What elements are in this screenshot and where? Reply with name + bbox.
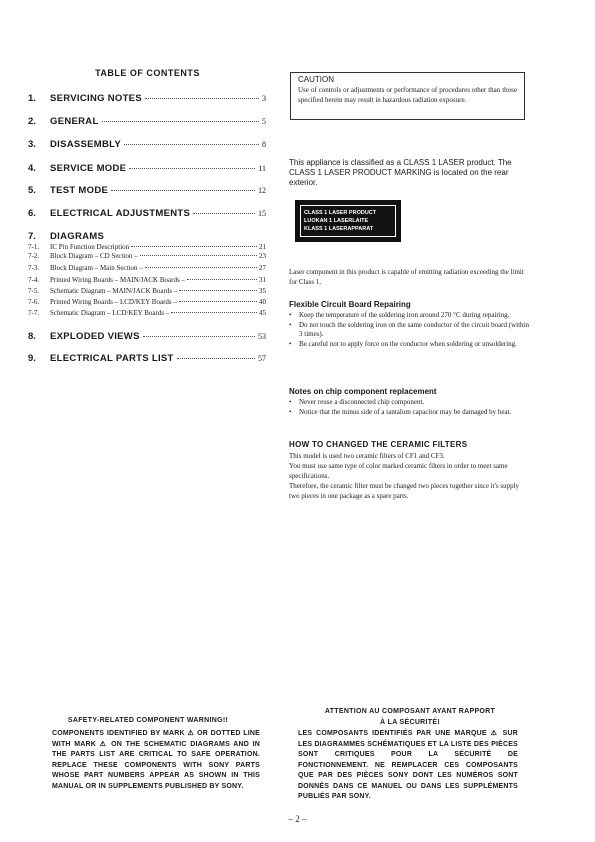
toc-leader-dots: [177, 358, 255, 359]
laser-label-line: LUOKAN 1 LASERLAITE: [304, 218, 369, 224]
bullet-text: Notice that the minus side of a tantalum capacitor may be damaged by heat.: [299, 407, 512, 416]
toc-leader-dots: [145, 98, 259, 99]
bullet-item: • Be careful not to apply force on the conductor when soldering or unsoldering.: [289, 340, 529, 350]
laser-label-line: CLASS 1 LASER PRODUCT: [304, 210, 377, 216]
toc-subentry-number: 7-7.: [28, 309, 40, 317]
attention-warning-title: [290, 707, 530, 728]
bullet-text: Never reuse a disconnected chip component.: [299, 398, 425, 406]
toc-subentry-title: Schematic Diagram – MAIN/JACK Boards –: [50, 287, 178, 295]
toc-entry-title: ELECTRICAL ADJUSTMENTS: [50, 208, 191, 219]
bullet-text: Keep the temperature of the soldering iron around 270 °C during repairing.: [299, 311, 510, 319]
toc-subentry-7-1[interactable]: [28, 243, 266, 252]
toc-leader-dots: [193, 213, 255, 214]
bullet-item: • Notice that the minus side of a tantalum capacitor may be damaged by heat.: [289, 408, 529, 418]
toc-leader-dots: [145, 267, 257, 268]
toc-entry-servicing-notes[interactable]: [28, 93, 266, 105]
attention-warning-text: LES COMPOSANTS IDENTIFIÉS PAR UNE MARQUE ⚠ SUR LES DIAGRAMMES SCHÉMATIQUES ET LA LISTE DES PIÈCES SONT CRITIQUES POUR LA SÉCURITÉ DE FONCTIONNEMENT. NE REMPLACER CES COMPOSANTS QUE PAR DES PIÈCES SONY DONT LES NUMÉROS SONT DONNÉS DANS CE MANUEL OU DANS LES SUPPLÉMENTS PUBLIÉS PAR SONY.: [298, 730, 518, 800]
toc-subentry-number: 7-3.: [28, 264, 40, 272]
toc-subentry-7-6[interactable]: [28, 298, 266, 307]
toc-subentry-page: 35: [259, 287, 266, 295]
toc-subentry-page: 21: [259, 243, 266, 251]
toc-subentry-title: Printed Wiring Boards – MAIN/JACK Boards –: [50, 276, 185, 284]
toc-entry-number: 6.: [28, 208, 36, 219]
toc-subentry-number: 7-2.: [28, 252, 40, 260]
toc-entry-page: 53: [258, 332, 266, 341]
attention-title-line: ATTENTION AU COMPOSANT AYANT RAPPORT: [324, 708, 496, 715]
caution-text: Use of controls or adjustments or performance of procedures other than those specified herein may result in hazardous radiation exposure.: [298, 86, 517, 104]
toc-entry-number: 8.: [28, 331, 36, 342]
toc-entry-page: 5: [262, 117, 266, 126]
toc-subentry-title: Block Diagram – CD Section –: [50, 252, 138, 260]
toc-entry-number: 5.: [28, 185, 36, 196]
bullet-text: Be careful not to apply force on the conductor when soldering or unsoldering.: [299, 339, 517, 348]
toc-leader-dots: [171, 312, 257, 313]
toc-subentry-7-4[interactable]: [28, 276, 266, 285]
ceramic-filters-text: [289, 451, 531, 501]
toc-subentry-number: 7-4.: [28, 276, 40, 284]
toc-entry-page: 3: [262, 94, 266, 103]
toc-entry-title: DISASSEMBLY: [50, 139, 122, 150]
toc-entry-disassembly[interactable]: [28, 139, 266, 151]
toc-subentry-title: Block Diagram – Main Section –: [50, 264, 143, 272]
attention-title-line: À LA SÉCURITÉ!: [380, 718, 440, 726]
toc-entry-number: 7.: [28, 231, 36, 242]
ceramic-line: This model is used two ceramic filters of CF1 and CF3.: [289, 452, 445, 460]
laser-label-frame: [300, 205, 396, 237]
toc-entry-test-mode[interactable]: [28, 185, 266, 197]
ceramic-filters-heading: HOW TO CHANGED THE CERAMIC FILTERS: [289, 440, 468, 449]
toc-subentry-7-7[interactable]: [28, 309, 266, 318]
ceramic-line: You must use same type of color marked ceramic filters in order to meet same specifications.: [289, 462, 508, 480]
toc-leader-dots: [179, 290, 257, 291]
toc-subentry-title: IC Pin Function Description: [50, 243, 130, 251]
toc-subentry-page: 45: [259, 309, 266, 317]
toc-subentry-7-3[interactable]: [28, 264, 266, 273]
toc-leader-dots: [129, 168, 255, 169]
safety-warning-text: COMPONENTS IDENTIFIED BY MARK ⚠ OR DOTTED LINE WITH MARK ⚠ ON THE SCHEMATIC DIAGRAMS AND IN THE PARTS LIST ARE CRITICAL TO SAFE OPERATION. REPLACE THESE COMPONENTS WITH SONY PARTS WHOSE PART NUMBERS APPEAR AS SHOWN IN THIS MANUAL OR IN SUPPLEMENTS PUBLISHED BY SONY.: [52, 730, 260, 790]
toc-entry-electrical-parts-list[interactable]: [28, 353, 266, 365]
toc-leader-dots: [140, 255, 257, 256]
flex-board-heading: Flexible Circuit Board Repairing: [289, 300, 411, 309]
toc-entry-page: 57: [258, 354, 266, 363]
caution-box: [290, 72, 525, 120]
chip-component-heading: Notes on chip component replacement: [289, 387, 437, 396]
safety-warning-title: SAFETY-RELATED COMPONENT WARNING!!: [67, 717, 229, 724]
toc-leader-dots: [143, 336, 255, 337]
toc-entry-title: TEST MODE: [50, 185, 109, 196]
toc-entry-diagrams[interactable]: [28, 231, 266, 243]
toc-subentry-number: 7-6.: [28, 298, 40, 306]
toc-entry-electrical-adjustments[interactable]: [28, 208, 266, 220]
toc-entry-page: 11: [258, 164, 266, 173]
page-number: – 2 –: [288, 814, 307, 824]
toc-entry-page: 15: [258, 209, 266, 218]
toc-entry-title: DIAGRAMS: [50, 231, 105, 242]
toc-entry-number: 1.: [28, 93, 36, 104]
toc-subentry-number: 7-1.: [28, 243, 40, 251]
toc-leader-dots: [187, 279, 257, 280]
toc-entry-number: 3.: [28, 139, 36, 150]
toc-leader-dots: [111, 190, 255, 191]
caution-title: CAUTION: [298, 75, 334, 84]
class1-notice: This appliance is classified as a CLASS 1 LASER product. The CLASS 1 LASER PRODUCT MARKING is located on the rear exterior.: [289, 158, 512, 187]
flex-board-bullets: [289, 311, 529, 349]
toc-entry-number: 2.: [28, 116, 36, 127]
toc-subentry-7-2[interactable]: [28, 252, 266, 261]
toc-subentry-title: Printed Wiring Boards – LCD/KEY Boards –: [50, 298, 177, 306]
toc-entry-page: 12: [258, 186, 266, 195]
bullet-item: • Keep the temperature of the soldering iron around 270 °C during repairing.: [289, 311, 529, 321]
ceramic-line: Therefore, the ceramic filter must be changed two pieces together since it's supply two pieces in one package as a spare parts.: [289, 482, 520, 500]
toc-subentry-page: 23: [259, 252, 266, 260]
toc-entry-title: SERVICING NOTES: [50, 93, 142, 104]
bullet-item: • Do not touch the soldering iron on the same conductor of the circuit board (within 3 times).: [289, 320, 529, 338]
laser-label-line: KLASS 1 LASERAPPARAT: [304, 226, 374, 232]
chip-component-bullets: [289, 398, 529, 417]
toc-subentry-page: 40: [259, 298, 266, 306]
toc-leader-dots: [131, 246, 257, 247]
toc-entry-number: 4.: [28, 163, 36, 174]
toc-leader-dots: [179, 301, 257, 302]
bullet-text: Do not touch the soldering iron on the same conductor of the circuit board (within 3 times).: [299, 320, 529, 338]
toc-leader-dots: [102, 121, 259, 122]
toc-subentry-title: Schematic Diagram – LCD/KEY Boards –: [50, 309, 170, 317]
toc-subentry-7-5[interactable]: [28, 287, 266, 296]
laser-component-notice: Laser component in this product is capable of emitting radiation exceeding the limit for Class 1.: [289, 268, 524, 286]
toc-entry-general[interactable]: [28, 116, 266, 128]
toc-entry-page: 8: [262, 140, 266, 149]
toc-entry-title: EXPLODED VIEWS: [50, 331, 140, 342]
toc-subentry-number: 7-5.: [28, 287, 40, 295]
laser-product-label: [295, 200, 401, 242]
toc-subentry-page: 27: [259, 264, 266, 272]
toc-entry-title: GENERAL: [50, 116, 99, 127]
toc-entry-title: ELECTRICAL PARTS LIST: [50, 353, 174, 364]
toc-subentry-page: 31: [259, 276, 266, 284]
toc-entry-number: 9.: [28, 353, 36, 364]
toc-entry-title: SERVICE MODE: [50, 163, 127, 174]
toc-leader-dots: [124, 144, 259, 145]
toc-entry-exploded-views[interactable]: [28, 331, 266, 343]
toc-title: TABLE OF CONTENTS: [95, 68, 200, 78]
bullet-item: • Never reuse a disconnected chip component.: [289, 398, 529, 408]
toc-entry-service-mode[interactable]: [28, 163, 266, 175]
